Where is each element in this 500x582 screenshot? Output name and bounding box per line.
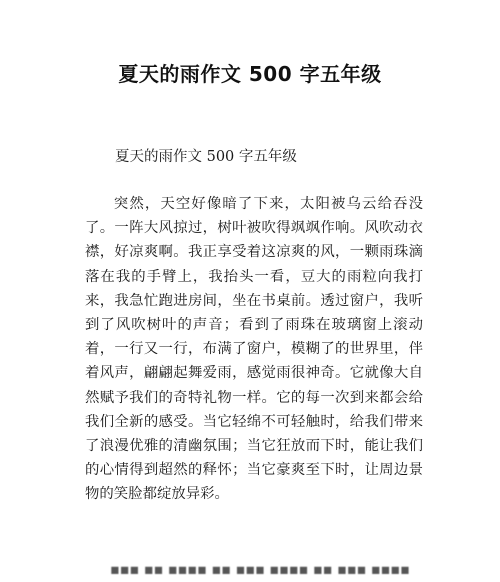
cutoff-next-line-glyphs: ▪▪▪ ▪▪ ▪▪▪▪ ▪▪ ▪▪▪ ▪▪▪▪ ▪▪ ▪▪▪ ▪▪▪▪ xyxy=(110,562,410,578)
cutoff-next-line xyxy=(110,555,410,578)
body-paragraph: 突然，天空好像暗了下来，太阳被乌云给吞没了。一阵大风掠过，树叶被吹得飒飒作响。风吹动衣襟，好凉爽啊。我正享受着这凉爽的风，一颗雨珠滴落在我的手臂上，我抬头一看，豆大的雨粒向我打来，我急忙跑进房间，坐在书桌前。透过窗户，我听到了风吹树叶的声音；看到了雨珠在玻璃窗上滚动着，一行又一行，布满了窗户，模糊了的世界里，伴着风声，翩翩起舞爱雨，感觉雨很神奇。它就像大自然赋予我们的奇特礼物一样。它的每一次到来都会给我们全新的感受。当它轻绵不可轻触时，给我们带来了浪漫优雅的清幽氛围；当它狂放而下时，能让我们的心情得到超然的释怀；当它豪爽至下时，让周边景物的笑脸都绽放异彩。 xyxy=(85,196,423,503)
document-title: 夏天的雨作文 500 字五年级 xyxy=(118,62,382,86)
document-subtitle: 夏天的雨作文 500 字五年级 xyxy=(115,149,297,165)
